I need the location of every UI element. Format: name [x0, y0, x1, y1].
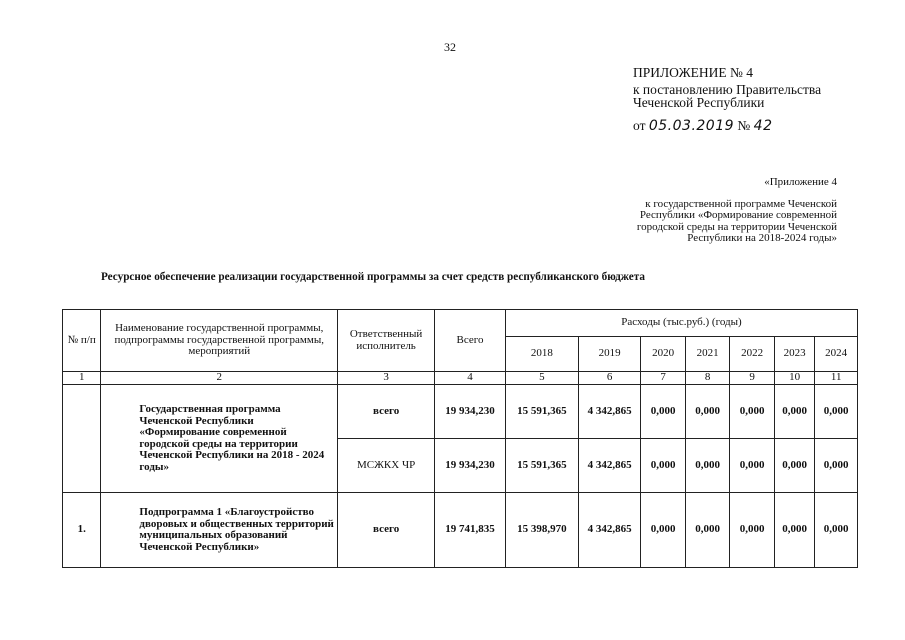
header-executor: Ответственный исполнитель — [338, 310, 435, 372]
row-num: 1. — [63, 493, 101, 568]
row-executor: всего — [338, 493, 435, 568]
table-row — [63, 385, 858, 439]
header-year: 2022 — [730, 337, 774, 372]
handwritten-number: 42 — [753, 118, 773, 134]
row-value: 15 398,970 — [505, 493, 578, 568]
row-executor: всего — [338, 385, 435, 439]
column-number: 4 — [435, 372, 506, 385]
appendix-date-line — [633, 119, 821, 133]
row-value: 0,000 — [815, 493, 858, 568]
row-value: 4 342,865 — [578, 385, 641, 439]
row-value: 15 591,365 — [505, 385, 578, 439]
column-number: 1 — [63, 372, 101, 385]
row-value: 0,000 — [774, 439, 814, 493]
program-appendix-line-5: Республики на 2018-2024 годы» — [687, 232, 837, 244]
handwritten-date: 05.03.2019 — [648, 118, 735, 134]
row-executor: МСЖКХ ЧР — [338, 439, 435, 493]
row-value: 0,000 — [730, 385, 774, 439]
row-value: 15 591,365 — [505, 439, 578, 493]
row-name: Государственная программа Чеченской Республики «Формирование современной городской среды на территории Чеченской Республики на 2018 - 2024 годы» — [101, 385, 338, 493]
column-number: 5 — [505, 372, 578, 385]
program-appendix-line-2: к государственной программе Чеченской — [645, 197, 837, 210]
row-name: Подпрограмма 1 «Благоустройство дворовых и общественных территорий муниципальных образований Чеченской Республики» — [101, 493, 338, 568]
row-value: 4 342,865 — [578, 493, 641, 568]
row-value: 19 934,230 — [435, 439, 506, 493]
header-year: 2023 — [774, 337, 814, 372]
program-appendix-note — [637, 177, 837, 245]
row-value: 0,000 — [774, 385, 814, 439]
header-num: № п/п — [63, 310, 101, 372]
header-name: Наименование государственной программы, подпрограммы государственной программы, мероприятий — [101, 310, 338, 372]
row-value: 0,000 — [685, 385, 729, 439]
header-row — [63, 310, 858, 337]
row-value: 0,000 — [730, 439, 774, 493]
row-value: 0,000 — [730, 493, 774, 568]
appendix-line-2: Чеченской Республики — [633, 95, 765, 110]
program-appendix-line-4: городской среды на территории Чеченской — [636, 220, 837, 233]
row-value: 0,000 — [774, 493, 814, 568]
row-value: 19 741,835 — [435, 493, 506, 568]
row-value: 0,000 — [685, 493, 729, 568]
column-numbers-row — [63, 372, 858, 385]
column-number: 7 — [641, 372, 685, 385]
appendix-title: ПРИЛОЖЕНИЕ № 4 — [633, 65, 754, 80]
from-label: от — [633, 118, 646, 133]
row-value: 0,000 — [641, 385, 685, 439]
number-label: № — [737, 118, 751, 133]
resources-table — [62, 309, 858, 568]
row-value: 4 342,865 — [578, 439, 641, 493]
table-title: Ресурсное обеспечение реализации государственной программы за счет средств республиканского бюджета — [101, 271, 645, 283]
row-value: 0,000 — [815, 385, 858, 439]
column-number: 10 — [774, 372, 814, 385]
header-year: 2024 — [815, 337, 858, 372]
column-number: 11 — [815, 372, 858, 385]
header-year: 2018 — [505, 337, 578, 372]
row-value: 0,000 — [641, 439, 685, 493]
header-year: 2020 — [641, 337, 685, 372]
row-value: 0,000 — [641, 493, 685, 568]
page-number: 32 — [444, 40, 456, 54]
row-value: 0,000 — [815, 439, 858, 493]
program-appendix-line-1: «Приложение 4 — [764, 176, 837, 188]
column-number: 8 — [685, 372, 729, 385]
table-row — [63, 493, 858, 568]
row-value: 19 934,230 — [435, 385, 506, 439]
header-year: 2019 — [578, 337, 641, 372]
header-total: Всего — [435, 310, 506, 372]
appendix-header — [633, 66, 821, 133]
column-number: 6 — [578, 372, 641, 385]
header-expenses: Расходы (тыс.руб.) (годы) — [505, 310, 857, 337]
row-num — [63, 385, 101, 493]
column-number: 3 — [338, 372, 435, 385]
appendix-line-1: к постановлению Правительства — [633, 82, 822, 97]
column-number: 2 — [101, 372, 338, 385]
row-value: 0,000 — [685, 439, 729, 493]
column-number: 9 — [730, 372, 774, 385]
header-year: 2021 — [685, 337, 729, 372]
program-appendix-line-3: Республики «Формирование современной — [639, 209, 837, 221]
